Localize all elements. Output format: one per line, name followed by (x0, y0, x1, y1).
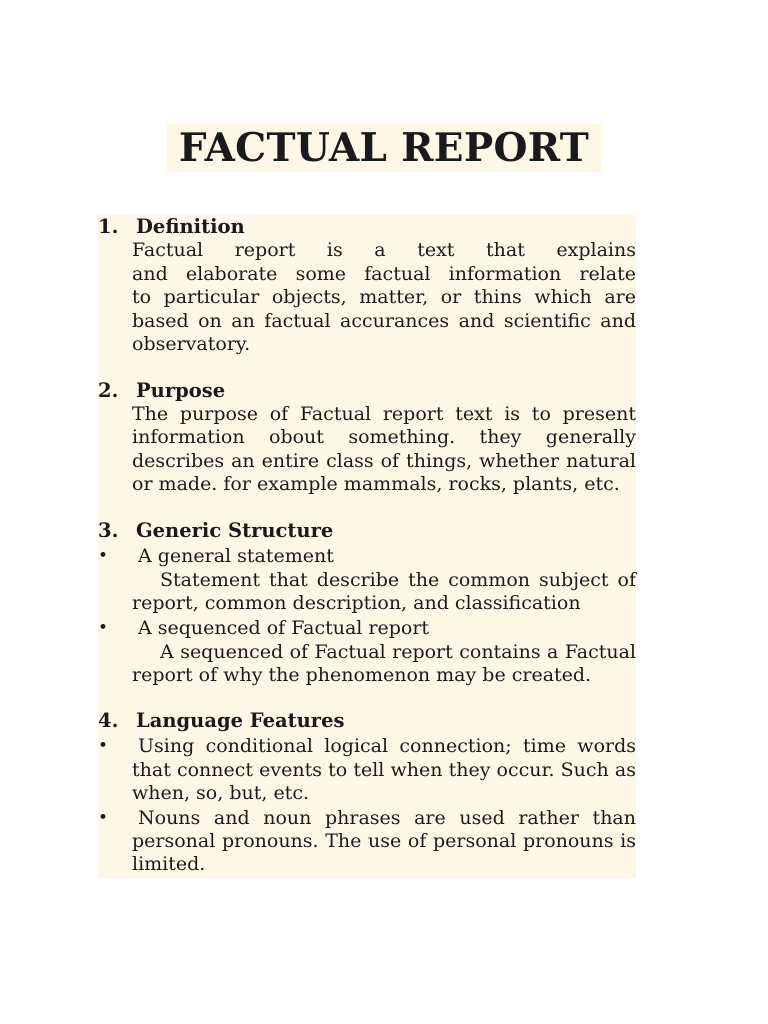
section-heading-purpose (98, 379, 225, 402)
section-heading-language-features (98, 709, 344, 732)
paragraph-line: Nouns and noun phrases are used rather than (138, 807, 636, 829)
section-title: Purpose (136, 379, 226, 402)
section-number: 1. (98, 215, 119, 238)
paragraph-line: limited. (132, 853, 206, 875)
paragraph-line: personal pronouns. The use of personal pronouns is (132, 830, 636, 852)
paragraph-line: when, so, but, etc. (132, 782, 310, 804)
paragraph-line: or made. for example mammals, rocks, plants, etc. (132, 473, 620, 495)
bullet-label: A general statement (138, 545, 334, 567)
paragraph-line: report of why the phenomenon may be created. (132, 664, 592, 686)
bullet-icon: • (98, 546, 109, 566)
bullet-icon: • (98, 808, 109, 828)
document-body (98, 215, 636, 878)
paragraph-line: Factual report is a text that explains (132, 239, 636, 261)
section-heading-definition (98, 215, 245, 238)
paragraph-line: Statement that describe the common subject of (160, 569, 636, 591)
paragraph-line: observatory. (132, 333, 251, 355)
section-title: Generic Structure (136, 519, 334, 542)
section-title: Language Features (136, 709, 345, 732)
paragraph-line: to particular objects, matter, or thins which are (132, 286, 636, 308)
paragraph-line: that connect events to tell when they occur. Such as (132, 759, 636, 781)
section-number: 2. (98, 379, 119, 402)
bullet-icon: • (98, 618, 109, 638)
section-number: 4. (98, 709, 119, 732)
paragraph-line: describes an entire class of things, whether natural (132, 450, 636, 472)
section-number: 3. (98, 519, 119, 542)
paragraph-line: report, common description, and classification (132, 592, 581, 614)
paragraph-line: and elaborate some factual information relate (132, 263, 636, 285)
section-heading-generic-structure (98, 519, 333, 542)
paragraph-line: The purpose of Factual report text is to present (132, 403, 636, 425)
paragraph-line: information obout something. they generally (132, 426, 636, 448)
bullet-label: A sequenced of Factual report (138, 617, 430, 639)
page-title: FACTUAL REPORT (167, 124, 601, 172)
section-title: Definition (136, 215, 245, 238)
paragraph-line: based on an factual accurances and scientific and (132, 310, 636, 332)
bullet-icon: • (98, 736, 109, 756)
paragraph-line: Using conditional logical connection; time words (138, 735, 636, 757)
paragraph-line: A sequenced of Factual report contains a Factual (160, 641, 636, 663)
